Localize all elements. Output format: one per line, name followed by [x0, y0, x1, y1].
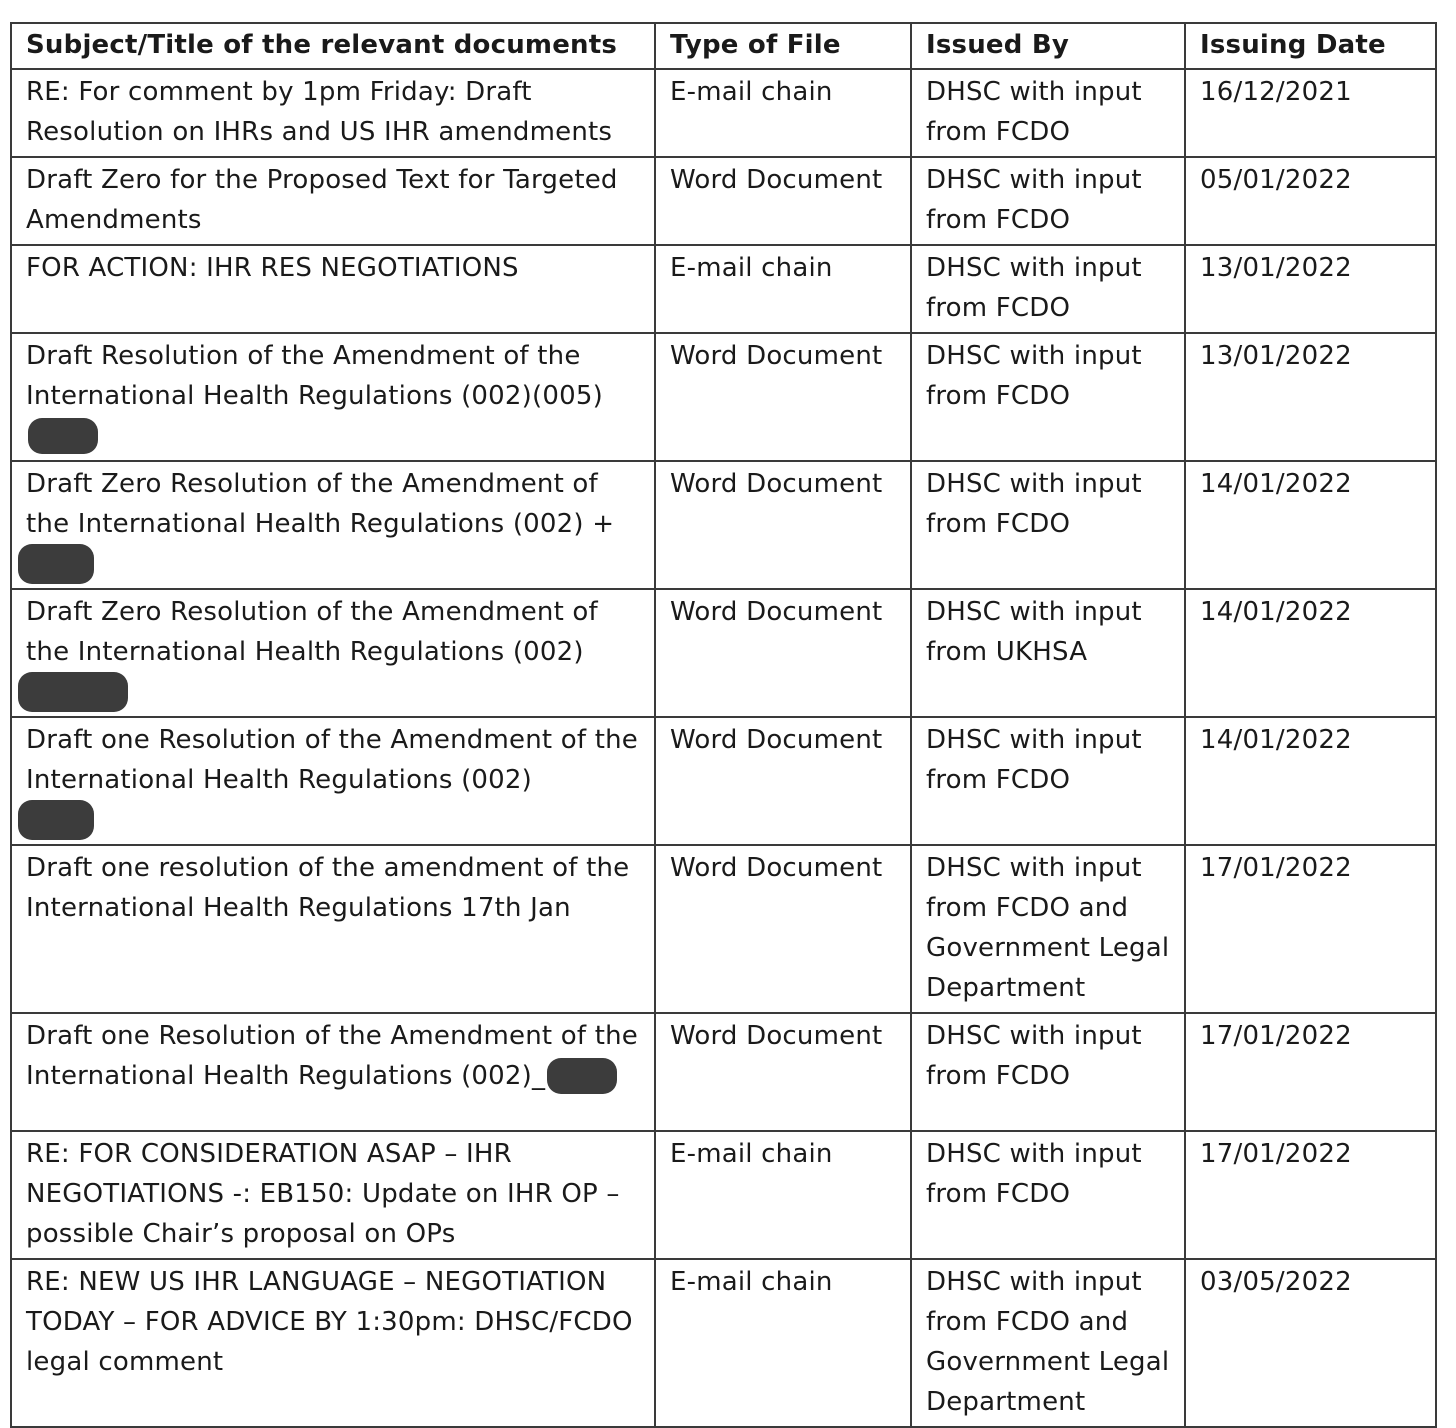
type-cell: Word Document: [655, 461, 911, 589]
subject-text: Draft Zero Resolution of the Amendment of the International Health Regulations (002): [26, 597, 598, 667]
subject-text: Draft one Resolution of the Amendment of the International Health Regulations (002): [26, 725, 638, 795]
header-subject: Subject/Title of the relevant documents: [11, 23, 655, 69]
type-cell: Word Document: [655, 589, 911, 717]
subject-text: Draft one resolution of the amendment of the International Health Regulations 17th Jan: [26, 853, 630, 923]
type-cell: Word Document: [655, 333, 911, 461]
subject-cell: [11, 1131, 655, 1259]
date-cell: 17/01/2022: [1185, 1131, 1436, 1259]
issued-by-cell: DHSC with input from FCDO and Government Legal Department: [911, 845, 1185, 1013]
subject-cell: [11, 461, 655, 589]
subject-cell: [11, 589, 655, 717]
subject-cell: [11, 1013, 655, 1131]
redaction-mark: [28, 418, 98, 454]
type-cell: Word Document: [655, 157, 911, 245]
table-row: [11, 461, 1436, 589]
subject-text: RE: NEW US IHR LANGUAGE – NEGOTIATION TODAY – FOR ADVICE BY 1:30pm: DHSC/FCDO legal comment: [26, 1267, 633, 1377]
subject-text: FOR ACTION: IHR RES NEGOTIATIONS: [26, 253, 519, 283]
issued-by-cell: DHSC with input from FCDO and Government Legal Department: [911, 1259, 1185, 1427]
subject-cell: [11, 1259, 655, 1427]
header-type-of-file: Type of File: [655, 23, 911, 69]
issued-by-cell: DHSC with input from FCDO: [911, 333, 1185, 461]
subject-cell: [11, 157, 655, 245]
date-cell: 13/01/2022: [1185, 245, 1436, 333]
type-cell: Word Document: [655, 717, 911, 845]
subject-cell: [11, 717, 655, 845]
type-cell: E-mail chain: [655, 245, 911, 333]
issued-by-cell: DHSC with input from UKHSA: [911, 589, 1185, 717]
type-cell: Word Document: [655, 1013, 911, 1131]
issued-by-cell: DHSC with input from FCDO: [911, 157, 1185, 245]
subject-cell: [11, 69, 655, 157]
issued-by-cell: DHSC with input from FCDO: [911, 461, 1185, 589]
type-cell: E-mail chain: [655, 1131, 911, 1259]
date-cell: 17/01/2022: [1185, 845, 1436, 1013]
date-cell: 03/05/2022: [1185, 1259, 1436, 1427]
redaction-mark: [18, 800, 94, 840]
header-issuing-date: Issuing Date: [1185, 23, 1436, 69]
table-row: [11, 1013, 1436, 1131]
redaction-mark: [547, 1058, 617, 1094]
date-cell: 14/01/2022: [1185, 461, 1436, 589]
date-cell: 16/12/2021: [1185, 69, 1436, 157]
table-row: [11, 1131, 1436, 1259]
header-issued-by: Issued By: [911, 23, 1185, 69]
subject-cell: [11, 245, 655, 333]
subject-text: RE: FOR CONSIDERATION ASAP – IHR NEGOTIATIONS -: EB150: Update on IHR OP – possible Chair’s proposal on OPs: [26, 1139, 620, 1249]
subject-cell: [11, 333, 655, 461]
subject-text: Draft one Resolution of the Amendment of the International Health Regulations (002)_: [26, 1021, 638, 1091]
header-row: [11, 23, 1436, 69]
table-row: [11, 589, 1436, 717]
date-cell: 05/01/2022: [1185, 157, 1436, 245]
type-cell: E-mail chain: [655, 1259, 911, 1427]
type-cell: E-mail chain: [655, 69, 911, 157]
table-row: [11, 845, 1436, 1013]
issued-by-cell: DHSC with input from FCDO: [911, 69, 1185, 157]
table-row: [11, 717, 1436, 845]
table-row: [11, 1259, 1436, 1427]
subject-text: Draft Zero Resolution of the Amendment of the International Health Regulations (002) +: [26, 469, 615, 539]
date-cell: 14/01/2022: [1185, 589, 1436, 717]
issued-by-cell: DHSC with input from FCDO: [911, 245, 1185, 333]
subject-cell: [11, 845, 655, 1013]
redaction-mark: [18, 672, 128, 712]
table-row: [11, 245, 1436, 333]
date-cell: 14/01/2022: [1185, 717, 1436, 845]
subject-text: Draft Resolution of the Amendment of the International Health Regulations (002)(005): [26, 341, 603, 411]
type-cell: Word Document: [655, 845, 911, 1013]
date-cell: 17/01/2022: [1185, 1013, 1436, 1131]
documents-table: [10, 22, 1437, 1428]
date-cell: 13/01/2022: [1185, 333, 1436, 461]
issued-by-cell: DHSC with input from FCDO: [911, 717, 1185, 845]
table-row: [11, 157, 1436, 245]
table-row: [11, 69, 1436, 157]
subject-text: Draft Zero for the Proposed Text for Targeted Amendments: [26, 165, 618, 235]
issued-by-cell: DHSC with input from FCDO: [911, 1013, 1185, 1131]
subject-text: RE: For comment by 1pm Friday: Draft Resolution on IHRs and US IHR amendments: [26, 77, 613, 147]
issued-by-cell: DHSC with input from FCDO: [911, 1131, 1185, 1259]
table-row: [11, 333, 1436, 461]
redaction-mark: [18, 544, 94, 584]
